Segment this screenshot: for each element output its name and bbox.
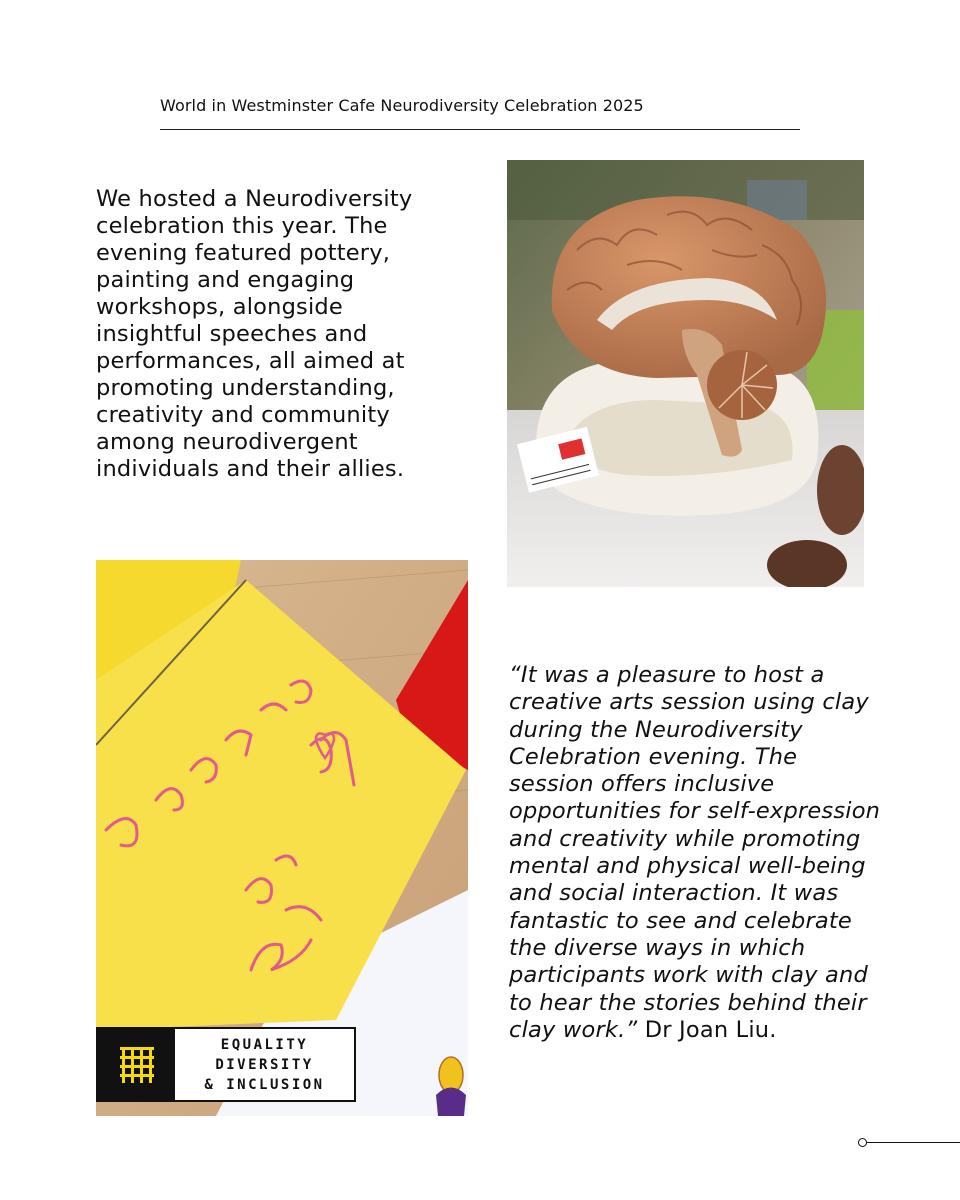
header-divider — [160, 129, 800, 130]
intro-paragraph: We hosted a Neurodiversity celebration this year. The evening featured pottery, painting and engaging workshops, alongside insightful speeches and performances, all aimed at promoting understanding, creativity and community among neurodivergent individuals and their allies. — [96, 186, 413, 482]
quote-attribution: Dr Joan Liu. — [637, 1016, 777, 1043]
footer-dot-icon — [858, 1138, 867, 1147]
quote-text: “It was a pleasure to host a creative arts session using clay during the Neurodiversity Celebration evening. The session offers inclusive opportunities for self-expression and creativity while promoting mental and physical well-being and social interaction. It was fantastic to see and celebrate the diverse ways in which participants work with clay and to hear the stories behind their clay work.” — [509, 662, 881, 1043]
badge-line-inclusion: & INCLUSION — [204, 1076, 325, 1093]
portcullis-icon — [98, 1029, 175, 1100]
page-title: World in Westminster Cafe Neurodiversity Celebration 2025 — [160, 96, 644, 115]
quote-block — [509, 662, 889, 1044]
equality-diversity-inclusion-badge — [96, 1027, 356, 1102]
badge-line-equality: EQUALITY — [220, 1036, 309, 1053]
footer-divider — [866, 1142, 960, 1143]
brain-model-photo — [507, 160, 864, 587]
badge-line-diversity: DIVERSITY — [215, 1056, 314, 1073]
